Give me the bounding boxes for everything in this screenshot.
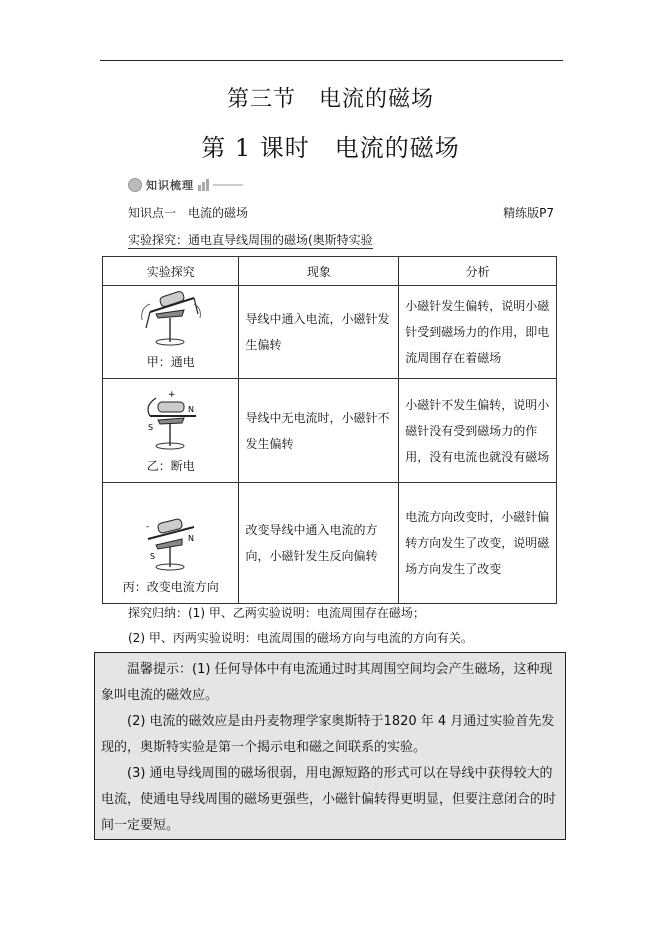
table-row bbox=[103, 286, 557, 379]
experiment-intro: 实验探究：通电直导线周围的磁场(奥斯特实验 bbox=[128, 233, 373, 247]
analysis-cell: 电流方向改变时，小磁针偏转方向发生了改变，说明磁场方向发生了改变 bbox=[399, 483, 557, 604]
badge-divider bbox=[213, 184, 243, 186]
header-cell: 实验探究 bbox=[103, 257, 239, 286]
edition-reference: 精练版P7 bbox=[503, 206, 554, 220]
lesson-title: 第 1 课时 电流的磁场 bbox=[201, 134, 460, 162]
tip-paragraph: (3) 通电导线周围的磁场很弱，用电源短路的形式可以在导线中获得较大的电流，使通电导线周围的磁场更强些，小磁针偏转得更明显，但要注意闭合的时间一定要短。 bbox=[101, 766, 557, 833]
figure-cell bbox=[103, 286, 239, 379]
oersted-apparatus-unpowered-icon bbox=[136, 388, 206, 450]
top-rule bbox=[100, 60, 563, 61]
knowledge-badge bbox=[128, 178, 243, 192]
table-row bbox=[103, 379, 557, 483]
oersted-apparatus-powered-icon bbox=[136, 288, 206, 346]
tip-paragraph: 温馨提示：(1) 任何导体中有电流通过时其周围空间均会产生磁场，这种现象叫电流的磁效应。 bbox=[101, 662, 553, 703]
phenomenon-cell: 导线中通入电流，小磁针发生偏转 bbox=[239, 286, 399, 379]
knowledge-point-label: 知识点一 电流的磁场 bbox=[128, 206, 249, 220]
experiment-table bbox=[102, 256, 557, 604]
tip-paragraph: (2) 电流的磁效应是由丹麦物理学家奥斯特于1820 年 4 月通过实验首先发现的，奥斯特实验是第一个揭示电和磁之间联系的实验。 bbox=[101, 714, 555, 755]
table-header-row bbox=[103, 257, 557, 286]
phenomenon-cell: 导线中无电流时，小磁针不发生偏转 bbox=[239, 379, 399, 483]
oersted-apparatus-reversed-icon bbox=[136, 515, 206, 571]
summary-line: (2) 甲、丙两实验说明：电流周围的磁场方向与电流的方向有关。 bbox=[128, 631, 473, 645]
header-cell: 分析 bbox=[399, 257, 557, 286]
minus-label: - bbox=[145, 522, 149, 532]
summary-line: 探究归纳：(1) 甲、乙两实验说明：电流周围存在磁场； bbox=[128, 606, 425, 620]
north-label: N bbox=[187, 405, 194, 414]
figure-caption: 丙：改变电流方向 bbox=[122, 580, 219, 594]
table-row bbox=[103, 483, 557, 604]
badge-circle-icon bbox=[128, 178, 142, 192]
figure-caption: 甲：通电 bbox=[146, 355, 195, 369]
header-cell: 现象 bbox=[239, 257, 399, 286]
figure-cell bbox=[103, 483, 239, 604]
south-label: S bbox=[147, 423, 153, 432]
tip-box bbox=[94, 652, 566, 840]
plus-label: + bbox=[167, 390, 176, 400]
analysis-cell: 小磁针不发生偏转，说明小磁针没有受到磁场力的作用，没有电流也就没有磁场 bbox=[399, 379, 557, 483]
figure-cell bbox=[103, 379, 239, 483]
figure-caption: 乙：断电 bbox=[146, 459, 195, 473]
analysis-cell: 小磁针发生偏转，说明小磁针受到磁场力的作用，即电流周围存在着磁场 bbox=[399, 286, 557, 379]
badge-bars-icon bbox=[198, 179, 209, 191]
section-title: 第三节 电流的磁场 bbox=[226, 87, 434, 112]
south-label: S bbox=[149, 552, 155, 561]
north-label: N bbox=[187, 534, 194, 543]
badge-label: 知识梳理 bbox=[146, 179, 194, 192]
phenomenon-cell: 改变导线中通入电流的方向，小磁针发生反向偏转 bbox=[239, 483, 399, 604]
